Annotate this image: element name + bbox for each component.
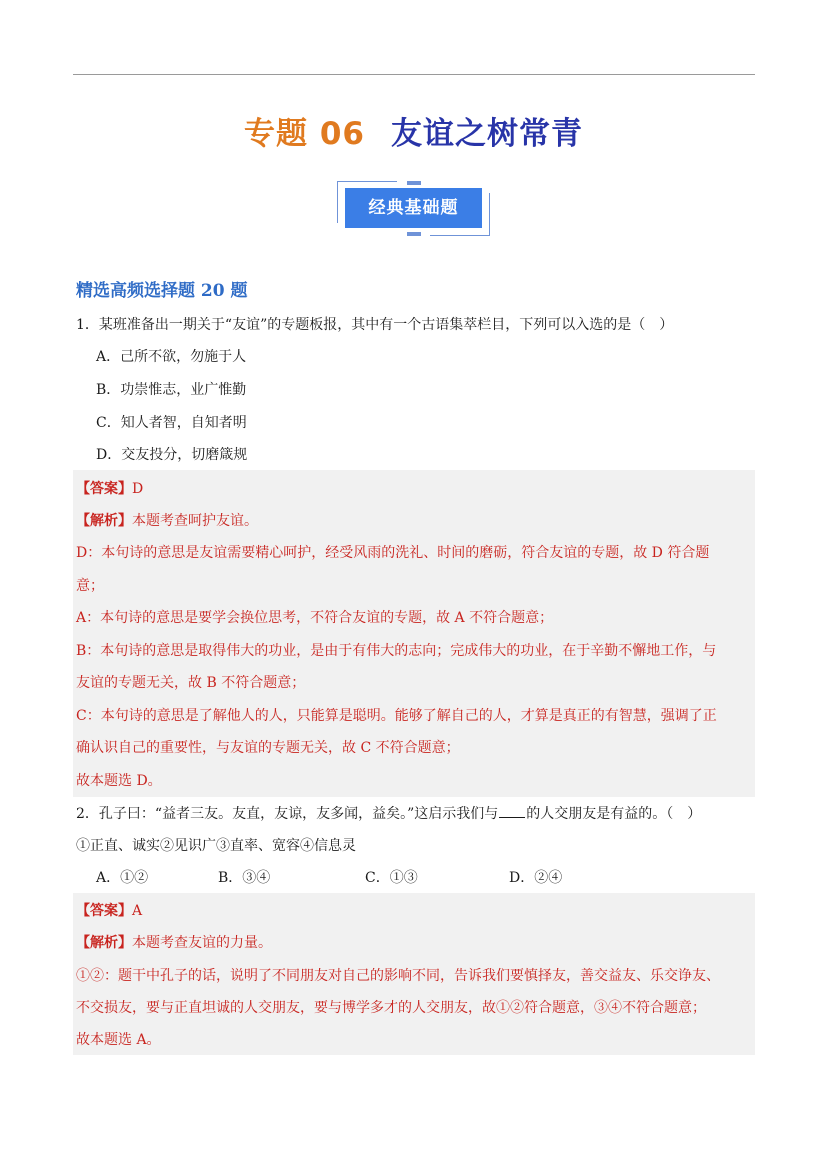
section-heading: 精选高频选择题 20 题 bbox=[76, 281, 248, 301]
q1-analysis-line: B：本句诗的意思是取得伟大的功业，是由于有伟大的志向；完成伟大的功业，在于辛勤不懈地工作，与 bbox=[76, 643, 717, 659]
q2-option-b: B．③④ bbox=[218, 870, 271, 886]
q1-option-c: C．知人者智，自知者明 bbox=[96, 415, 247, 431]
q2-option-d: D．②④ bbox=[509, 870, 563, 886]
page-title bbox=[0, 108, 827, 153]
q2-analysis-label: 【解析】 bbox=[76, 935, 132, 951]
q1-analysis-line: 意； bbox=[76, 578, 104, 594]
q2-stem bbox=[76, 803, 701, 824]
q2-analysis-line: 故本题选 A。 bbox=[76, 1032, 161, 1048]
q2-analysis bbox=[76, 933, 272, 953]
q1-analysis-line: 友谊的专题无关，故 B 不符合题意； bbox=[76, 675, 306, 691]
q2-analysis-line: 不交损友，要与正直坦诚的人交朋友，要与博学多才的人交朋友，故①②符合题意，③④不符合题意； bbox=[76, 1000, 706, 1016]
title-prefix: 专题 06 bbox=[244, 116, 365, 152]
badge-frame-left bbox=[337, 181, 338, 223]
q1-option-b: B．功崇惟志，业广惟勤 bbox=[96, 382, 247, 398]
q1-analysis bbox=[76, 511, 258, 531]
title-main: 友谊之树常青 bbox=[390, 116, 583, 152]
q2-answer-value: A bbox=[132, 903, 143, 919]
q1-answer-label: 【答案】 bbox=[76, 481, 132, 497]
q1-option-a: A．己所不欲，勿施于人 bbox=[96, 349, 247, 365]
q1-answer-value: D bbox=[132, 481, 144, 497]
q1-analysis-line: D：本句诗的意思是友谊需要精心呵护，经受风雨的洗礼、时间的磨砺，符合友谊的专题，故 D 符合题 bbox=[76, 545, 710, 561]
q2-analysis-intro: 本题考查友谊的力量。 bbox=[132, 935, 272, 951]
q2-stem-after: 的人交朋友是有益的。（ ） bbox=[526, 806, 702, 822]
badge-frame-tab-bottom bbox=[407, 232, 421, 236]
q1-analysis-line: A：本句诗的意思是要学会换位思考，不符合友谊的专题，故 A 不符合题意； bbox=[76, 610, 554, 626]
q1-stem: 1．某班准备出一期关于“友谊”的专题板报，其中有一个古语集萃栏目，下列可以入选的是（ ） bbox=[76, 317, 674, 333]
q2-option-a: A．①② bbox=[96, 870, 149, 886]
q2-fill-blank bbox=[499, 803, 525, 818]
q2-choices-line: ①正直、诚实②见识广③直率、宽容④信息灵 bbox=[76, 838, 356, 854]
badge-frame-tab-top bbox=[407, 181, 421, 185]
q2-option-c: C．①③ bbox=[365, 870, 418, 886]
header-rule bbox=[73, 74, 755, 75]
q1-analysis-line: 故本题选 D。 bbox=[76, 773, 162, 789]
q2-answer-label: 【答案】 bbox=[76, 903, 132, 919]
q2-analysis-line: ①②：题干中孔子的话，说明了不同朋友对自己的影响不同，告诉我们要慎择友，善交益友、乐交诤友、 bbox=[76, 968, 720, 984]
q1-analysis-intro: 本题考查呵护友谊。 bbox=[132, 513, 258, 529]
badge-frame-right bbox=[489, 193, 490, 236]
q1-analysis-label: 【解析】 bbox=[76, 513, 132, 529]
badge-label: 经典基础题 bbox=[345, 188, 482, 228]
q2-answer bbox=[76, 901, 142, 921]
q1-analysis-line: 确认识自己的重要性，与友谊的专题无关，故 C 不符合题意； bbox=[76, 740, 460, 756]
q1-option-d: D．交友投分，切磨箴规 bbox=[96, 447, 248, 463]
badge-frame-bottom bbox=[430, 235, 490, 236]
section-badge bbox=[337, 181, 490, 236]
q1-answer bbox=[76, 479, 143, 499]
q1-analysis-line: C：本句诗的意思是了解他人的人，只能算是聪明。能够了解自己的人，才算是真正的有智慧，强调了正 bbox=[76, 708, 717, 724]
badge-frame-top bbox=[337, 181, 397, 182]
q2-stem-before: 2．孔子曰：“益者三友。友直，友谅，友多闻，益矣。”这启示我们与 bbox=[76, 806, 499, 822]
